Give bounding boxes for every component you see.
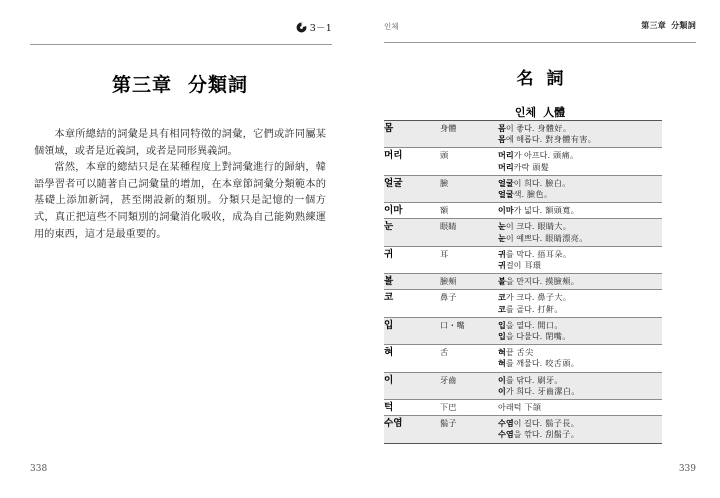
vocab-example-line [498,347,662,358]
subsection-title-korean: 인체 [514,106,537,119]
table-row [384,219,662,246]
vocab-hanzi-cell: 鬍子 [440,416,498,443]
vocab-example-chinese: 頭髮 [529,161,550,172]
vocab-example-headword: 귀 [498,260,506,271]
vocab-example-headword: 얼굴 [498,177,514,188]
vocab-korean-cell: 눈 [384,219,440,246]
section-title-char1: 名 [516,69,534,89]
vocab-korean-cell: 이마 [384,205,403,217]
table-row [384,290,662,317]
vocab-example-line [498,331,662,342]
vocab-example-chinese: 對身體有害。 [542,134,597,145]
vocab-example-chinese: 牙齒潔白。 [534,385,580,396]
vocab-korean-cell: 귀 [384,248,394,260]
table-row [384,372,662,399]
vocab-example-chinese: 摸臉頰。 [542,276,580,287]
vocab-example-line [498,320,662,331]
table-row [384,148,662,175]
chapter-title [0,70,360,97]
vocab-example-line [498,233,662,244]
intro-paragraph-2: 當然，本章的總結只是在某種程度上對詞彙進行的歸納，韓語學習者可以隨著自己詞彙量的增加，在本章節詞彙分類範本的基礎上添加新詞，甚至開設新的類別。分類只是記憶的一個方式，真正把這些不同類別的詞彙消化吸收，成為自己能夠熟練運用的東西，這才是最重要的。 [34,162,326,240]
vocab-example-line [498,375,662,386]
vocab-example-korean: 이 길다. [513,418,543,429]
vocab-example-chinese: 身體好。 [534,123,572,133]
vocab-example-chinese: 開口。 [534,319,563,330]
vocab-korean-cell: 혀 [384,347,394,359]
vocab-example-korean: 을 다물다. [505,331,543,342]
vocab-example-korean: 이 좋다. [505,123,535,133]
vocab-example-cell [498,317,662,344]
vocab-example-headword: 혀 [498,358,506,369]
table-row [384,400,662,416]
vocab-hanzi-cell: 鼻子 [440,292,457,303]
vocab-example-line [498,134,662,145]
vocab-example-korean: 카락 [513,161,530,172]
vocab-example-headword: 머리 [498,161,514,172]
vocab-example-chinese: 耳環 [521,260,542,271]
vocab-example-cell [498,121,662,148]
vocab-korean-cell: 수염 [384,416,440,443]
vocab-example-korean: 가 크다. [505,292,535,303]
vocab-hanzi-cell: 臉頰 [440,274,498,290]
vocab-example-chinese: 咬舌頭。 [542,358,580,369]
vocab-example-korean: 를 골다. [505,303,535,314]
running-head-chapter-name: 分類詞 [671,21,696,30]
subsection-title-hanzi: 人體 [543,106,566,119]
vocab-example-line [498,205,662,216]
vocab-example-headword: 귀 [498,248,506,259]
vocab-example-headword: 머리 [498,150,514,161]
vocab-korean-cell: 코 [384,292,394,304]
vocab-example-headword: 혀 [498,347,506,358]
vocab-example-headword: 볼 [498,276,506,287]
vocab-example-headword: 눈 [498,221,506,232]
vocab-example-cell [498,290,662,317]
audio-track-label: 3－1 [309,23,332,34]
section-title [360,64,720,89]
vocab-example-korean: 색. [513,189,525,200]
vocab-example-line [498,189,662,200]
vocab-hanzi-cell: 口・嘴 [440,317,498,344]
vocab-example-chinese: 捂耳朵。 [534,248,572,259]
vocab-hanzi-cell: 眼睛 [440,219,498,246]
vocab-example-cell [498,219,662,246]
vocab-example-chinese: 眼睛漂亮。 [542,232,588,243]
table-row [384,175,662,202]
vocab-example-headword: 이마 [498,205,514,216]
vocab-korean-cell: 얼굴 [384,175,440,202]
vocabulary-table [384,120,662,444]
vocab-example-cell [498,416,662,443]
vocab-hanzi-cell: 臉 [440,175,498,202]
vocab-example-korean: 가 희다. [505,385,535,396]
vocab-example-line [498,386,662,397]
vocab-example-chinese: 眼睛大。 [534,221,572,232]
vocab-example-line [498,429,662,440]
vocab-example-line [498,150,662,161]
vocab-example-korean: 걸이 [505,260,522,271]
subsection-title [360,104,720,120]
vocab-example-line [498,162,662,173]
vocab-example-headword: 이 [498,385,506,396]
table-row [384,345,662,372]
vocab-example-line [498,260,662,271]
vocab-example-line [498,221,662,232]
vocab-example-headword: 얼굴 [498,189,514,200]
table-row [384,203,662,219]
vocab-hanzi-cell: 舌 [440,347,449,358]
vocab-example-headword: 수염 [498,429,514,440]
vocab-example-chinese: 打鼾。 [534,303,563,314]
vocab-example-chinese: 額頭寬。 [542,205,580,216]
vocab-example-korean: 을 깎다. [513,429,543,440]
vocab-example-cell [498,274,662,290]
vocab-example-line [498,178,662,189]
vocab-hanzi-cell: 身體 [440,121,498,148]
vocab-hanzi-cell: 額 [440,205,449,216]
vocab-example-line [498,292,662,303]
vocab-example-headword: 몸 [498,123,506,133]
vocab-example-korean: 이 예쁘다. [505,232,543,243]
vocab-example-korean: 를 막다. [505,248,535,259]
vocab-example-line [498,123,662,134]
vocab-example-headword: 눈 [498,232,506,243]
vocab-example-korean: 이 희다. [513,177,543,188]
intro-paragraph-1: 本章所總結的詞彙是具有相同特徵的詞彙，它們或許同屬某個領域，或者是近義詞，或者是同形異義詞。 [34,129,326,157]
vocab-example-korean: 가 아프다. [513,150,551,161]
vocab-example-headword: 코 [498,292,506,303]
vocab-example-line [498,304,662,315]
vocab-korean-cell: 볼 [384,274,440,290]
vocab-example-chinese: 閉嘴。 [542,331,571,342]
vocab-example-cell [498,372,662,399]
right-page [360,0,720,498]
vocab-example-korean: 에 해롭다. [505,134,543,145]
audio-track-marker [296,20,332,34]
vocab-example-korean: 끝 [505,347,514,358]
vocab-example-headword: 몸 [498,134,506,145]
running-head-topic: 인체 [384,22,399,31]
chapter-title-name: 分類詞 [188,74,249,96]
vocab-example-korean: 를 깨물다. [505,358,543,369]
vocab-example-cell [498,203,662,219]
vocab-korean-cell: 이 [384,372,440,399]
vocabulary-table-body [384,121,662,444]
vocab-example-chinese: 刮鬍子。 [542,429,580,440]
vocab-example-headword: 입 [498,331,506,342]
table-row [384,246,662,273]
vocab-example-chinese: 下頜 [521,402,542,413]
running-head-chapter [641,20,696,31]
vocab-example-cell [498,246,662,273]
vocab-example-chinese: 舌尖 [513,347,534,358]
vocab-example-korean: 아래턱 [498,402,522,413]
vocab-hanzi-cell: 牙齒 [440,372,498,399]
vocab-example-line [498,358,662,369]
vocab-example-korean: 을 열다. [505,319,535,330]
vocab-example-chinese: 頭痛。 [550,150,579,161]
vocab-example-chinese: 臉白。 [542,177,571,188]
vocab-example-line [498,402,662,413]
page-number-right: 339 [678,464,696,474]
vocab-example-cell [498,345,662,372]
vocab-example-cell [498,148,662,175]
vocab-korean-cell: 몸 [384,121,440,148]
vocab-example-line [498,249,662,260]
table-row [384,121,662,148]
page-number-left: 338 [30,464,48,474]
right-page-header [384,22,696,43]
vocab-example-korean: 가 넓다. [513,205,543,216]
vocab-hanzi-cell: 下巴 [440,402,457,413]
left-page-header [30,22,332,45]
chapter-intro-text [34,127,326,243]
vocab-example-chinese: 刷牙。 [534,374,563,385]
vocab-example-korean: 를 닦다. [505,374,535,385]
vocabulary-table-container [384,120,662,444]
vocab-korean-cell: 턱 [384,402,394,414]
vocab-example-cell [498,175,662,202]
running-head-chapter-number: 第三章 [641,21,667,30]
vocab-hanzi-cell: 頭 [440,150,449,161]
vocab-example-line [498,276,662,287]
section-title-char2: 詞 [546,69,564,89]
vocab-example-headword: 입 [498,319,506,330]
vocab-example-line [498,418,662,429]
vocab-korean-cell: 입 [384,317,440,344]
vocab-hanzi-cell: 耳 [440,248,449,259]
vocab-example-korean: 이 크다. [505,221,535,232]
table-row [384,416,662,443]
table-row [384,317,662,344]
vocab-example-headword: 수염 [498,418,514,429]
vocab-example-chinese: 鬍子長。 [542,418,580,429]
vocab-example-cell [498,400,662,416]
cd-disc-icon [296,22,307,33]
vocab-example-headword: 이 [498,374,506,385]
vocab-korean-cell: 머리 [384,150,403,162]
vocab-example-chinese: 鼻子大。 [534,292,572,303]
vocab-example-headword: 코 [498,303,506,314]
vocab-example-korean: 을 만지다. [505,276,543,287]
vocab-example-chinese: 臉色。 [524,189,553,200]
table-row [384,274,662,290]
chapter-title-number: 第三章 [111,74,172,96]
